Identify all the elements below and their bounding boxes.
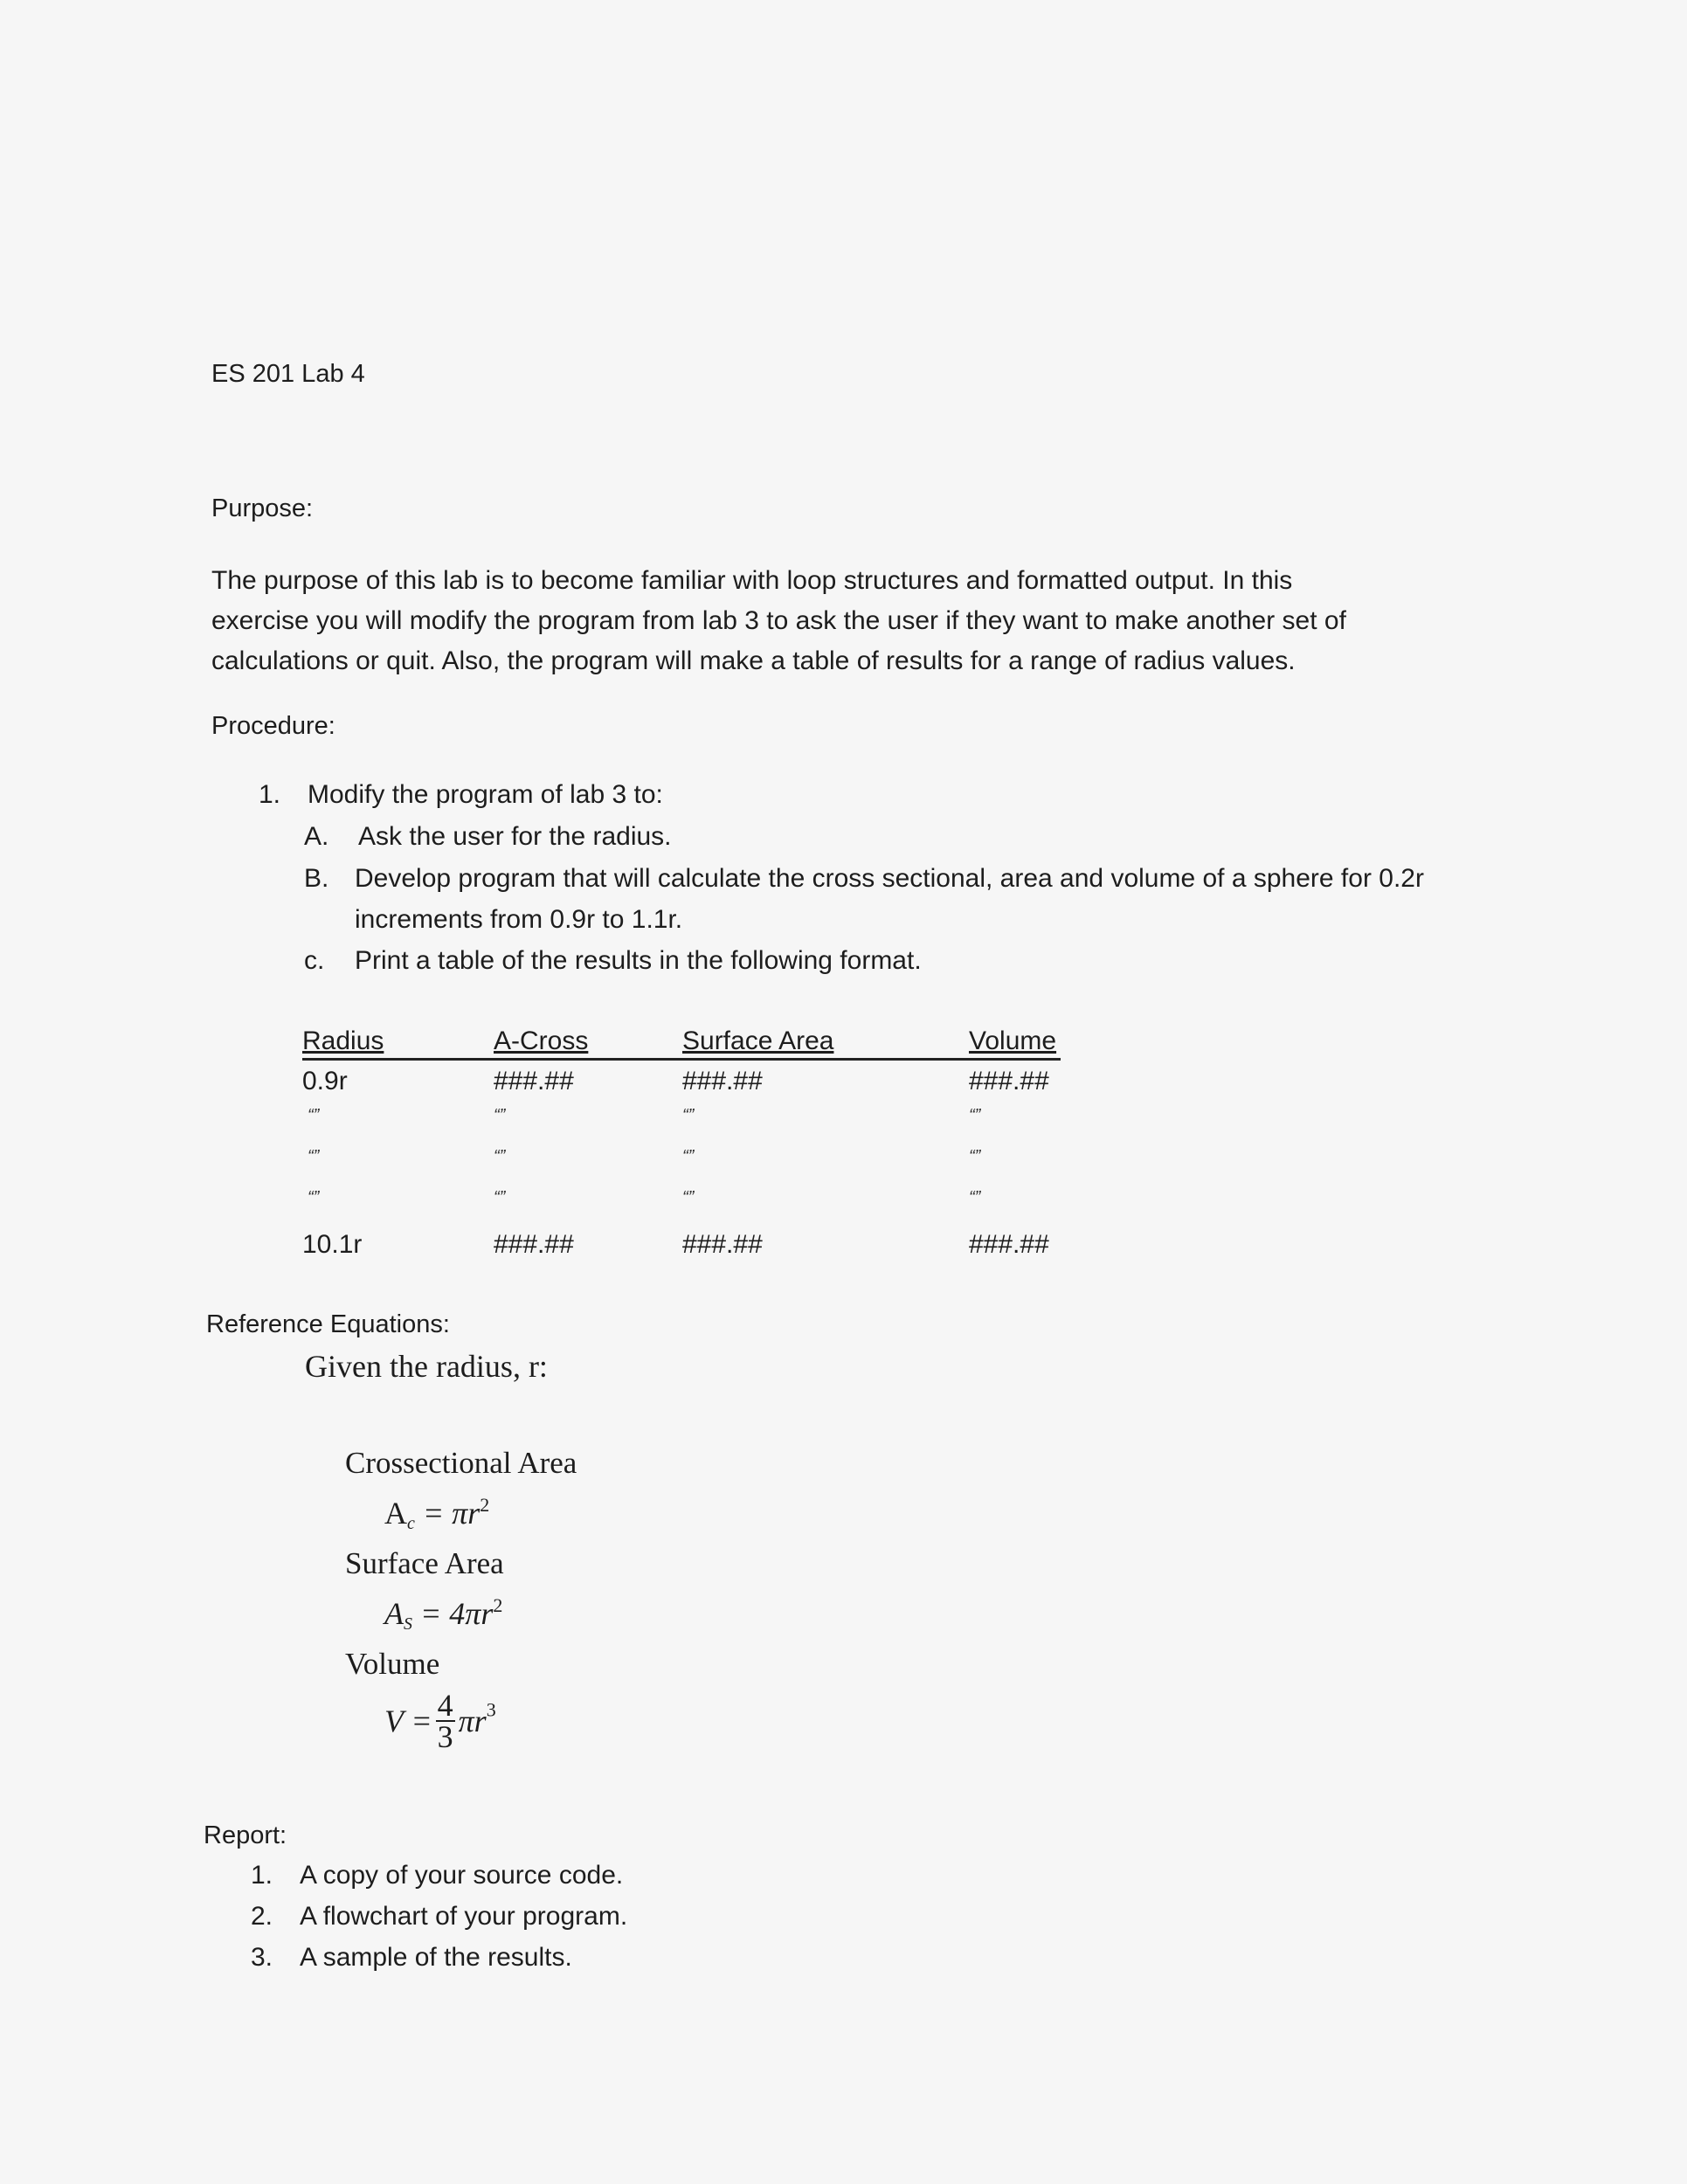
eq-subscript: S	[404, 1614, 412, 1634]
report-item	[251, 1902, 627, 1932]
purpose-line: The purpose of this lab is to become familiar with loop structures and formatted output. In this	[211, 566, 1293, 595]
substep-text: Ask the user for the radius.	[358, 822, 672, 851]
table-cell-a-cross: ###.##	[494, 1067, 574, 1095]
table-cell-radius: 10.1r	[302, 1230, 363, 1259]
eq-subscript: c	[407, 1514, 415, 1533]
substep-c	[304, 946, 922, 976]
purpose-line: calculations or quit. Also, the program will make a table of results for a range of radius values.	[211, 646, 1296, 675]
purpose-heading: Purpose:	[211, 494, 314, 522]
ditto-mark: “”	[969, 1188, 981, 1207]
reference-heading: Reference Equations:	[206, 1310, 450, 1338]
report-item-text: A copy of your source code.	[300, 1861, 624, 1890]
reference-given: Given the radius, r:	[305, 1349, 548, 1384]
ditto-mark: “”	[969, 1106, 981, 1125]
ditto-mark: “”	[494, 1106, 506, 1125]
substep-letter: c.	[304, 946, 325, 975]
purpose-paragraph	[211, 561, 1574, 681]
step-number: 1.	[259, 780, 281, 809]
report-item-text: A flowchart of your program.	[300, 1902, 628, 1931]
ditto-mark: “”	[308, 1106, 320, 1125]
purpose-line: exercise you will modify the program from lab 3 to ask the user if they want to make another set of	[211, 606, 1346, 635]
substep-letter: B.	[304, 864, 329, 893]
report-item-text: A sample of the results.	[300, 1943, 572, 1972]
table-header-volume: Volume	[969, 1026, 1057, 1055]
eq-exponent: 2	[480, 1494, 490, 1516]
substep-text: increments from 0.9r to 1.1r.	[355, 905, 683, 934]
volume-equation	[384, 1690, 496, 1752]
report-heading: Report:	[204, 1821, 287, 1849]
ditto-mark: “”	[682, 1188, 695, 1207]
table-header-a-cross: A-Cross	[494, 1026, 589, 1055]
table-cell-volume: ###.##	[969, 1230, 1049, 1259]
table-cell-radius: 0.9r	[302, 1067, 348, 1095]
substep-a	[304, 822, 672, 852]
ditto-mark: “”	[682, 1106, 695, 1125]
eq-denominator: 3	[437, 1719, 453, 1754]
report-item-number: 2.	[251, 1902, 273, 1931]
step-text: Modify the program of lab 3 to:	[308, 780, 663, 809]
report-item	[251, 1943, 572, 1973]
page-title: ES 201 Lab 4	[211, 360, 365, 388]
substep-text: Develop program that will calculate the cross sectional, area and volume of a sphere for 0.2r	[355, 864, 1424, 893]
eq-lhs: A	[384, 1496, 407, 1531]
table-header-surface-area: Surface Area	[682, 1026, 834, 1055]
cross-area-label: Crossectional Area	[345, 1446, 577, 1480]
report-item-number: 1.	[251, 1861, 273, 1890]
eq-rhs: = 4πr	[420, 1596, 494, 1631]
cross-area-equation	[384, 1494, 489, 1534]
substep-text: Print a table of the results in the following format.	[355, 946, 922, 975]
eq-lhs: A	[384, 1596, 404, 1631]
ditto-mark: “”	[494, 1147, 506, 1166]
table-cell-a-cross: ###.##	[494, 1230, 574, 1259]
eq-rhs: = πr	[422, 1496, 481, 1531]
eq-numerator: 4	[437, 1688, 453, 1723]
substep-b	[304, 864, 1424, 894]
ditto-mark: “”	[969, 1147, 981, 1166]
ditto-mark: “”	[494, 1188, 506, 1207]
table-cell-surface-area: ###.##	[682, 1067, 763, 1095]
ditto-mark: “”	[682, 1147, 695, 1166]
report-item	[251, 1861, 623, 1890]
volume-label: Volume	[345, 1647, 440, 1681]
surface-area-label: Surface Area	[345, 1546, 504, 1580]
surface-area-equation	[384, 1594, 502, 1635]
report-item-number: 3.	[251, 1943, 273, 1972]
table-cell-volume: ###.##	[969, 1067, 1049, 1095]
eq-exponent: 3	[486, 1698, 496, 1721]
eq-rhs: πr	[458, 1704, 487, 1738]
procedure-heading: Procedure:	[211, 712, 335, 740]
eq-lhs: V =	[384, 1704, 432, 1738]
table-cell-surface-area: ###.##	[682, 1230, 763, 1259]
eq-fraction	[436, 1690, 455, 1752]
substep-letter: A.	[304, 822, 329, 851]
table-header-radius: Radius	[302, 1026, 384, 1055]
substep-b-continued	[304, 905, 682, 935]
ditto-mark: “”	[308, 1188, 320, 1207]
procedure-step-1	[259, 780, 663, 810]
ditto-mark: “”	[308, 1147, 320, 1166]
eq-exponent: 2	[493, 1594, 503, 1616]
table-header-rule	[302, 1058, 1061, 1061]
